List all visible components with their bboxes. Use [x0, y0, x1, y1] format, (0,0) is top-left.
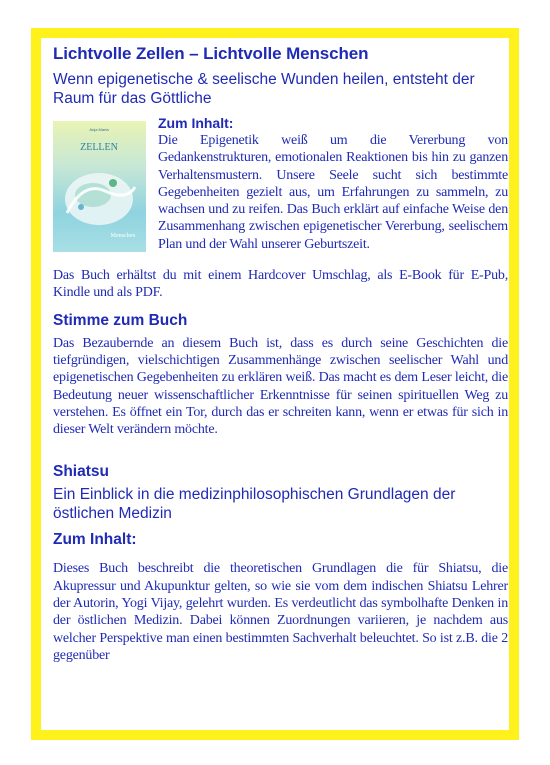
book2-title: Shiatsu [53, 463, 109, 481]
book1-content-text: Die Epigenetik weiß um die Vererbung von Gedankenstrukturen, emotionalen Reaktionen bis hin zu ganzen Verhaltensmustern. Unsere Seele sucht sich bestimmte Gegebenheiten gezielt aus, um Erfahrungen zu sammeln, zu wachsen und zu reifen. Das Buch erklärt auf einfache Weise den Zusammenhang zwischen epigenetischer Vererbung, seelischem Plan und der Wahl unserer Geburtszeit. [158, 133, 508, 252]
book1-availability: Das Buch erhältst du mit einem Hardcover Umschlag, als E-Book für E-Pub, Kindle und als PDF. [53, 268, 508, 301]
book1-review-heading: Stimme zum Buch [53, 311, 188, 329]
cover-title-text: ZELLEN [80, 142, 118, 153]
content-area [53, 44, 508, 664]
book-cover-image [53, 121, 146, 252]
book1-content-row [53, 115, 508, 253]
book1-content-label: Zum Inhalt: [158, 115, 234, 131]
book1-title: Lichtvolle Zellen – Lichtvolle Menschen [53, 44, 369, 63]
book2-content-text: Dieses Buch beschreibt die theoretischen Grundlagen die für Shiatsu, die Akupressur und Akupunktur gelten, so wie sie vom dem indischen Shiatsu Lehrer der Autorin, Yogi Vijay, gelehrt wurden. Es verdeutlicht das symbolhafte Denken in der östlichen Medizin. Dabei können Zuordnungen variieren, je nachdem aus welcher Perspektive man einen bestimmten Sachverhalt beleuchtet. So ist z.B. die 2 gegenüber [53, 561, 508, 663]
book2-subtitle: Ein Einblick in die medizinphilosophischen Grundlagen der östlichen Medizin [53, 486, 456, 523]
book1-review-text: Das Bezaubernde an diesem Buch ist, dass es durch seine Geschichten die tiefgründigen, vielschichtigen Zusammenhänge zwischen seelischer Wahl und epigenetischen Gegebenheiten zu erklären weiß. Das macht es dem Leser leicht, die Bedeutung neuer wissenschaftlicher Erkenntnisse für seinen spirituellen Weg zu verstehen. Es öffnet ein Tor, durch das er schreiten kann, wenn er etwas für sich in dieser Welt verändern möchte. [53, 335, 508, 438]
book1-subtitle: Wenn epigenetische & seelische Wunden heilen, entsteht der Raum für das Göttliche [53, 71, 475, 107]
yellow-frame [31, 28, 519, 740]
book1-content-column [158, 115, 508, 253]
cover-art [53, 121, 146, 252]
cover-bottom-text: Menschen [110, 233, 136, 239]
cover-top-text: Anja Maria [89, 127, 109, 132]
book2-content-label: Zum Inhalt: [53, 531, 137, 549]
